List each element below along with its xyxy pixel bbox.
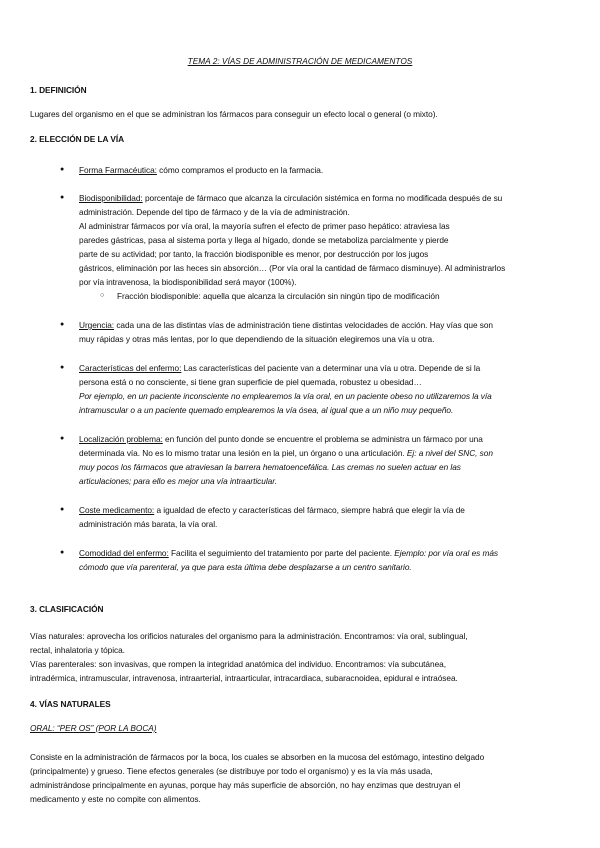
comodidad-line-2: cómodo que vía parenteral, ya que para esta última debe desplazarse a un centro sanitario. <box>79 562 412 572</box>
list-item-biodisponibilidad <box>79 192 502 204</box>
sub-bullet-icon: ○ <box>100 292 105 299</box>
enfermo-line-2: persona está o no consciente, si tiene gran superficie de piel quemada, robustez u obesidad… <box>79 377 422 387</box>
section-heading-definicion: 1. DEFINICIÓN <box>30 85 87 95</box>
localizacion-line-2a: determinada vía. No es lo mismo tratar una lesión en la piel, un órgano o una articulación. <box>79 448 405 458</box>
definicion-text: Lugares del organismo en el que se administran los fármacos para conseguir un efecto local o general (o mixto). <box>30 109 438 119</box>
bio-line-4: paredes gástricas, pasa al sistema porta y llega al hígado, donde se metaboliza parcialmente y pierde <box>79 235 449 245</box>
oral-line-3: administrándose principalmente en ayunas, porque hay más superficie de absorción, no hay enzimas que destruyan el <box>30 780 461 790</box>
urgencia-line-2: muy rápidas y otras más lentas, por lo que dependiendo de la situación elegiremos una vía u otra. <box>79 334 435 344</box>
list-item-localizacion <box>79 433 483 445</box>
coste-line-2: administración más barata, la vía oral. <box>79 519 218 529</box>
localizacion-line-2 <box>79 447 493 459</box>
bullet-icon: ● <box>60 321 65 328</box>
localizacion-line-4: articulaciones; para ello es mejor una vía intraarticular. <box>79 476 277 486</box>
forma-text: cómo compramos el producto en la farmacia. <box>156 165 324 175</box>
bio-line-1: porcentaje de fármaco que alcanza la circulación sistémica en forma no modificada después de su <box>142 193 503 203</box>
forma-label: Forma Farmacéutica: <box>79 165 157 175</box>
section-heading-clasificacion: 3. CLASIFICACIÓN <box>30 604 104 614</box>
list-item-urgencia <box>79 319 493 331</box>
bullet-icon: ● <box>60 166 65 173</box>
oral-line-1: Consiste en la administración de fármacos por la boca, los cuales se absorben en la mucosa del estómago, intestino delgado <box>30 752 485 762</box>
oral-line-2: (principalmente) y grueso. Tiene efectos generales (se distribuye por todo el organismo) y es la vía más usada, <box>30 766 433 776</box>
bio-line-7: por vía intravenosa, la biodisponibilidad será mayor (100%). <box>79 277 297 287</box>
localizacion-line-3: muy pocos los fármacos que atraviesan la barrera hematoencefálica. Las cremas no suelen actuar en las <box>79 462 461 472</box>
bio-line-3: Al administrar fármacos por vía oral, la mayoría sufren el efecto de primer paso hepático: atraviesa las <box>79 221 450 231</box>
oral-line-4: medicamento y este no compite con alimentos. <box>30 794 201 804</box>
bio-label: Biodisponibilidad: <box>79 193 143 203</box>
enfermo-line-4: intramuscular o a un paciente quemado emplearemos la vía ósea, al igual que a un niño muy pequeño. <box>79 405 454 415</box>
bullet-icon: ● <box>60 549 65 556</box>
comodidad-line-1a: Facilita el seguimiento del tratamiento por parte del paciente. <box>168 548 393 558</box>
comodidad-label: Comodidad del enfermo: <box>79 548 169 558</box>
sub-heading-oral: ORAL: “PER OS” (POR LA BOCA) <box>30 723 157 733</box>
document-title: TEMA 2: VÍAS DE ADMINISTRACIÓN DE MEDICAMENTOS <box>187 56 413 66</box>
comodidad-line-1b: Ejemplo: por vía oral es más <box>392 548 499 558</box>
bio-line-6: gástricos, eliminación por las heces sin absorción… (Por vía oral la cantidad de fármaco disminuye). Al administrarlos <box>79 263 506 273</box>
enfermo-line-3: Por ejemplo, en un paciente inconsciente no emplearemos la vía oral, en un paciente obeso no utilizaremos la vía <box>79 391 492 401</box>
clasificacion-line-2: rectal, inhalatoria y tópica. <box>30 645 125 655</box>
bullet-icon: ● <box>60 435 65 442</box>
urgencia-line-1: cada una de las distintas vías de administración tiene distintas velocidades de acción. Hay vías que son <box>114 320 493 330</box>
localizacion-line-2b: Ej: a nivel del SNC, son <box>404 448 493 458</box>
coste-line-1: a igualdad de efecto y características del fármaco, siempre habrá que elegir la vía de <box>154 505 465 515</box>
bullet-icon: ● <box>60 194 65 201</box>
section-heading-eleccion: 2. ELECCIÓN DE LA VÍA <box>30 134 125 144</box>
clasificacion-line-1: Vías naturales: aprovecha los orificios naturales del organismo para la administración. Encontramos: vía oral, sublingual, <box>30 631 468 641</box>
localizacion-line-1: en función del punto donde se encuentre el problema se administra un fármaco por una <box>162 434 483 444</box>
clasificacion-line-4: intradérmica, intramuscular, intravenosa, intraarterial, intraarticular, intracardiaca, subaracnoidea, epidural e intraósea. <box>30 673 458 683</box>
bio-line-5: parte de su actividad; por tanto, la fracción biodisponible es menor, por destrucción por los jugos <box>79 249 429 259</box>
list-item-comodidad <box>79 547 498 559</box>
enfermo-line-1: Las características del paciente van a determinar una vía u otra. Depende de si la <box>181 363 481 373</box>
localizacion-label: Localización problema: <box>79 434 163 444</box>
list-item-forma <box>79 164 323 176</box>
bullet-icon: ● <box>60 364 65 371</box>
section-heading-vias-naturales: 4. VÍAS NATURALES <box>30 699 111 709</box>
bullet-icon: ● <box>60 506 65 513</box>
bio-sub-item: Fracción biodisponible: aquella que alcanza la circulación sin ningún tipo de modificación <box>117 291 440 301</box>
bio-line-2: administración. Depende del tipo de fármaco y de la vía de administración. <box>79 207 350 217</box>
list-item-coste <box>79 504 465 516</box>
clasificacion-line-3: Vías parenterales: son invasivas, que rompen la integridad anatómica del individuo. Encontramos: vía subcutánea, <box>30 659 446 669</box>
enfermo-label: Características del enfermo: <box>79 363 182 373</box>
list-item-enfermo <box>79 362 480 374</box>
coste-label: Coste medicamento: <box>79 505 155 515</box>
urgencia-label: Urgencia: <box>79 320 115 330</box>
